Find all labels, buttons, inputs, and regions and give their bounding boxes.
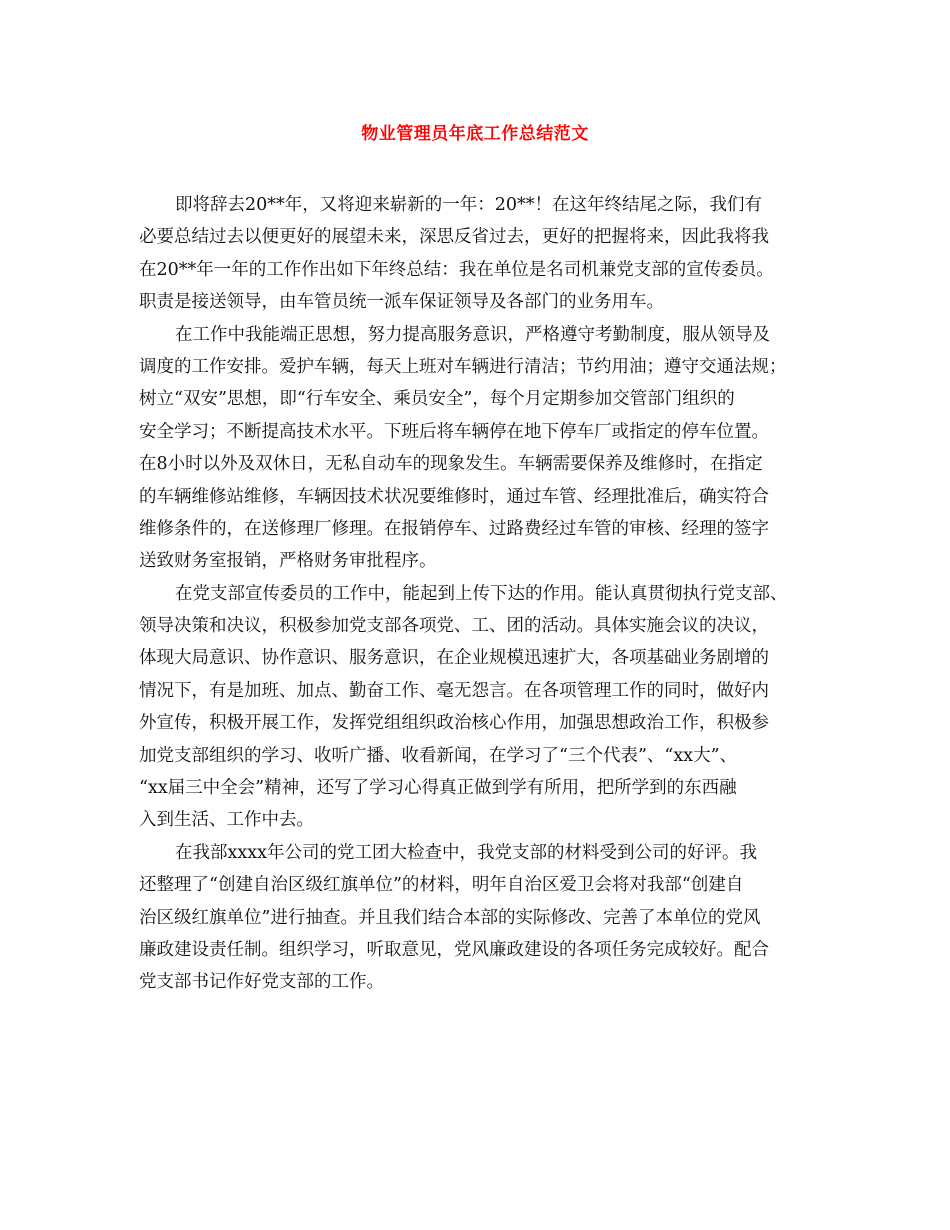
paragraph-3-line-8: 入到生活、工作中去。	[139, 810, 314, 831]
paragraph-2-line-6: 的车辆维修站维修，车辆因技术状况要维修时，通过车管、经理批准后，确实符合	[139, 486, 769, 507]
paragraph-2-line-1: 在工作中我能端正思想，努力提高服务意识，严格遵守考勤制度，服从领导及	[175, 324, 770, 345]
paragraph-4-line-4: 廉政建设责任制。组织学习，听取意见，党风廉政建设的各项任务完成较好。配合	[139, 939, 769, 960]
paragraph-2-line-3: 树立“双安”思想，即“行车安全、乘员安全”，每个月定期参加交管部门组织的	[139, 389, 735, 410]
paragraph-3-line-6: 加党支部组织的学习、收听广播、收看新闻，在学习了“三个代表”、“xx大”、	[139, 745, 738, 766]
paragraph-1-line-1: 即将辞去20**年，又将迎来崭新的一年：20**！在这年终结尾之际，我们有	[175, 195, 763, 215]
paragraph-4-line-5: 党支部书记作好党支部的工作。	[139, 972, 384, 993]
paragraph-2-line-2: 调度的工作安排。爱护车辆，每天上班对车辆进行清洁；节约用油；遵守交通法规；	[139, 356, 787, 377]
paragraph-2-line-7: 维修条件的，在送修理厂修理。在报销停车、过路费经过车管的审核、经理的签字	[139, 518, 769, 539]
paragraph-1-line-2: 必要总结过去以便更好的展望未来，深思反省过去，更好的把握将来，因此我将我	[139, 227, 769, 248]
paragraph-1-line-3: 在20**年一年的工作作出如下年终总结：我在单位是名司机兼党支部的宣传委员。	[139, 259, 774, 280]
paragraph-4-line-3: 治区级红旗单位”进行抽查。并且我们结合本部的实际修改、完善了本单位的党风	[139, 907, 761, 928]
paragraph-3-line-1: 在党支部宣传委员的工作中，能起到上传下达的作用。能认真贯彻执行党支部、	[175, 583, 788, 604]
paragraph-4-line-2: 还整理了“创建自治区级红旗单位”的材料，明年自治区爱卫会将对我部“创建自	[139, 875, 744, 896]
document-title: 物业管理员年底工作总结范文	[361, 124, 589, 144]
paragraph-2-line-4: 安全学习；不断提高技术水平。下班后将车辆停在地下停车厂或指定的停车位置。	[139, 421, 769, 442]
paragraph-3-line-2: 领导决策和决议，积极参加党支部各项党、工、团的活动。具体实施会议的决议，	[139, 616, 769, 637]
document-body	[139, 189, 829, 999]
paragraph-3-line-5: 外宣传，积极开展工作，发挥党组组织政治核心作用，加强思想政治工作，积极参	[139, 713, 769, 734]
paragraph-2-line-5: 在8小时以外及双休日，无私自动车的现象发生。车辆需要保养及维修时，在指定	[139, 454, 763, 475]
paragraph-3-line-4: 情况下，有是加班、加点、勤奋工作、毫无怨言。在各项管理工作的同时，做好内	[139, 680, 769, 701]
paragraph-2-line-8: 送致财务室报销，严格财务审批程序。	[139, 551, 437, 572]
paragraph-4-line-1: 在我部xxxx年公司的党工团大检查中，我党支部的材料受到公司的好评。我	[175, 842, 757, 863]
paragraph-3-line-7: “xx届三中全会”精神，还写了学习心得真正做到学有所用，把所学到的东西融	[139, 778, 737, 799]
paragraph-1-line-4: 职责是接送领导，由车管员统一派车保证领导及各部门的业务用车。	[139, 292, 664, 313]
paragraph-3-line-3: 体现大局意识、协作意识、服务意识，在企业规模迅速扩大，各项基础业务剧增的	[139, 648, 769, 669]
